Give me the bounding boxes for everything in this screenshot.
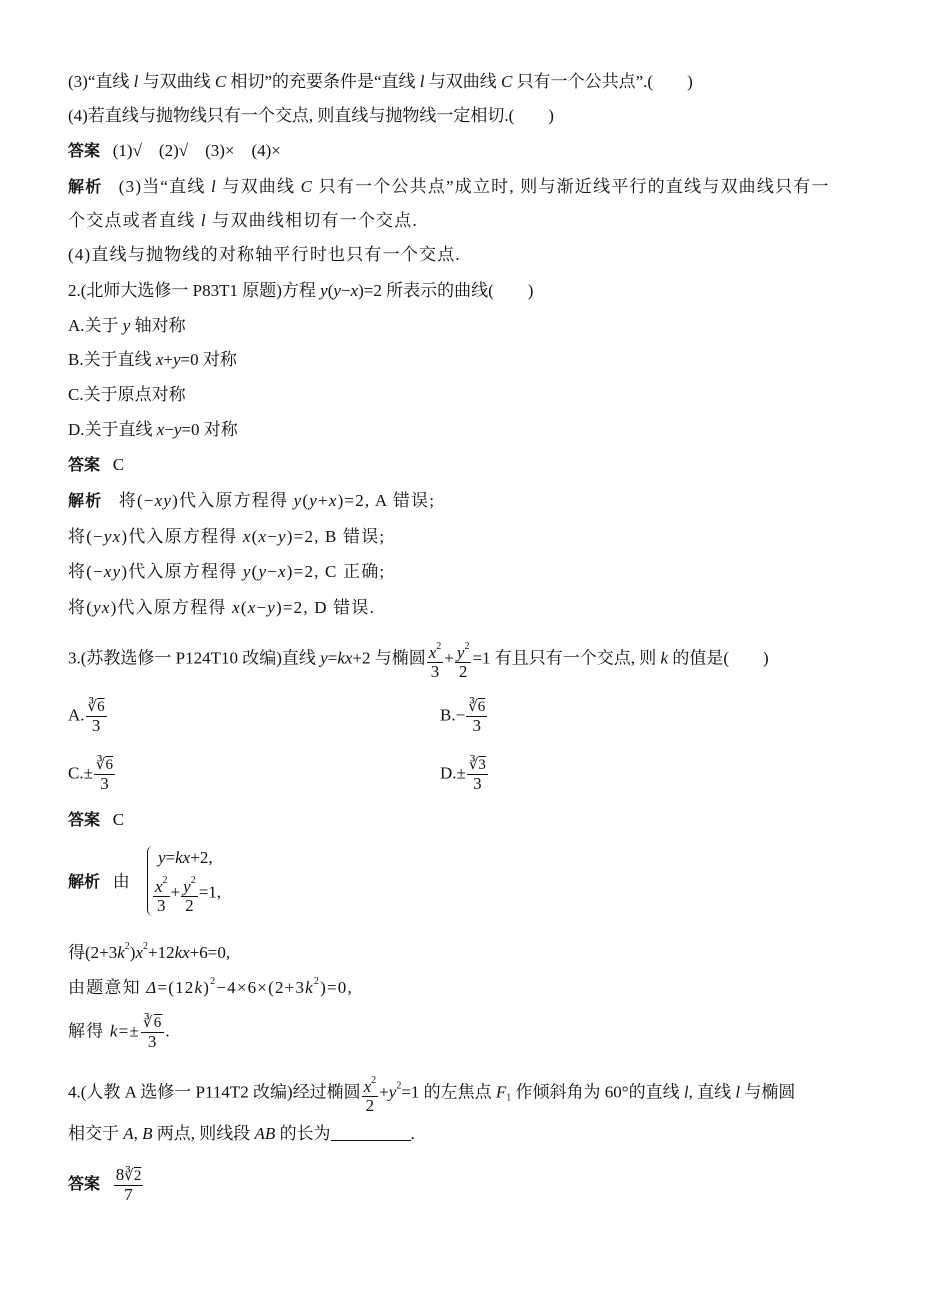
option-a: A.关于 y 轴对称 [68,316,186,335]
answer-1: 答案 (1)√ (2)√ (3)× (4)× [68,141,281,160]
solution-2-line2: 将(−yx)代入原方程得 x(x−y)=2, B 错误; [68,527,386,546]
option-c: C.关于原点对称 [68,385,186,404]
q3-option-a: A. $\frac{∛6}{3}$ [68,699,105,735]
question-2: 2.(北师大选修一 P83T1 原题)方程 y(y−x)=2 所表示的曲线( ) [68,281,534,300]
solution-1-line1: 解析 (3)当“直线 l 与双曲线 C 只有一个公共点”成立时, 则与渐近线平行的直线与双曲线只有一 [68,177,830,196]
answer-4: 答案 $\frac{8∛2}{7}$ [68,1165,142,1204]
question-4-line2: 相交于 A, B 两点, 则线段 AB 的长为 . [68,1124,415,1143]
fraction-x2-over-3: $\frac{x^2}{3}$ [427,638,444,681]
option-b: B.关于直线 x+y=0 对称 [68,350,237,369]
solution-1-line2: 个交点或者直线 l 与双曲线相切有一个交点. [68,211,418,230]
solution-1-line3: (4)直线与抛物线的对称轴平行时也只有一个交点. [68,245,461,264]
solution-3-line4: 解得 k=± $\frac{∛6}{3}$ . [68,1015,171,1051]
solution-3-label: 解析 由 [68,872,130,891]
solution-2-line4: 将(yx)代入原方程得 x(x−y)=2, D 错误. [68,598,376,617]
answer-3: 答案 C [68,810,125,829]
solution-2-line3: 将(−xy)代入原方程得 y(y−x)=2, C 正确; [68,562,386,581]
statement-3: (3)“直线 l 与双曲线 C 相切”的充要条件是“直线 l 与双曲线 C 只有一个公共点”.( ) [68,72,693,91]
q3-option-b: B.− $\frac{∛6}{3}$ [440,699,486,735]
answer-blank[interactable] [331,1124,411,1141]
solution-3-line2: 得$(2+3k^2)x^2+12kx+6=0$, [68,941,231,962]
option-d: D.关于直线 x−y=0 对称 [68,420,238,439]
system-eq-1: y=kx+2, [158,848,213,867]
q3-option-c: C.± $\frac{∛6}{3}$ [68,757,113,793]
statement-4: (4)若直线与抛物线只有一个交点, 则直线与抛物线一定相切.( ) [68,106,554,125]
answer-2: 答案 C [68,455,125,474]
solution-2-line1: 解析 将(−xy)代入原方程得 y(y+x)=2, A 错误; [68,491,436,510]
fraction-y2-over-2: $\frac{y^2}{2}$ [455,638,472,681]
system-eq-2: $\frac{x^2}{3}$ + $\frac{y^2}{2}$ =1, [152,872,221,915]
question-4: 4.(人教 A 选修一 P114T2 改编)经过椭圆 $\frac{x^2}{2}$ $+y^2=1$ 的左焦点 F1 作倾斜角为 60°的直线 l, 直线 l 与椭圆 [68,1072,795,1115]
solution-3-line3: 由题意知 $\Delta=(12k)^2-4\times 6\times(2+3k^2)=0$, [68,976,353,997]
q3-option-d: D.± $\frac{∛3}{3}$ [440,757,486,793]
question-3: 3.(苏教选修一 P124T10 改编)直线 y=kx+2 与椭圆 $\frac{x^2}{3}$ + $\frac{y^2}{2}$ =1 有且只有一个交点, 则 k 的值是( ) [68,638,769,681]
